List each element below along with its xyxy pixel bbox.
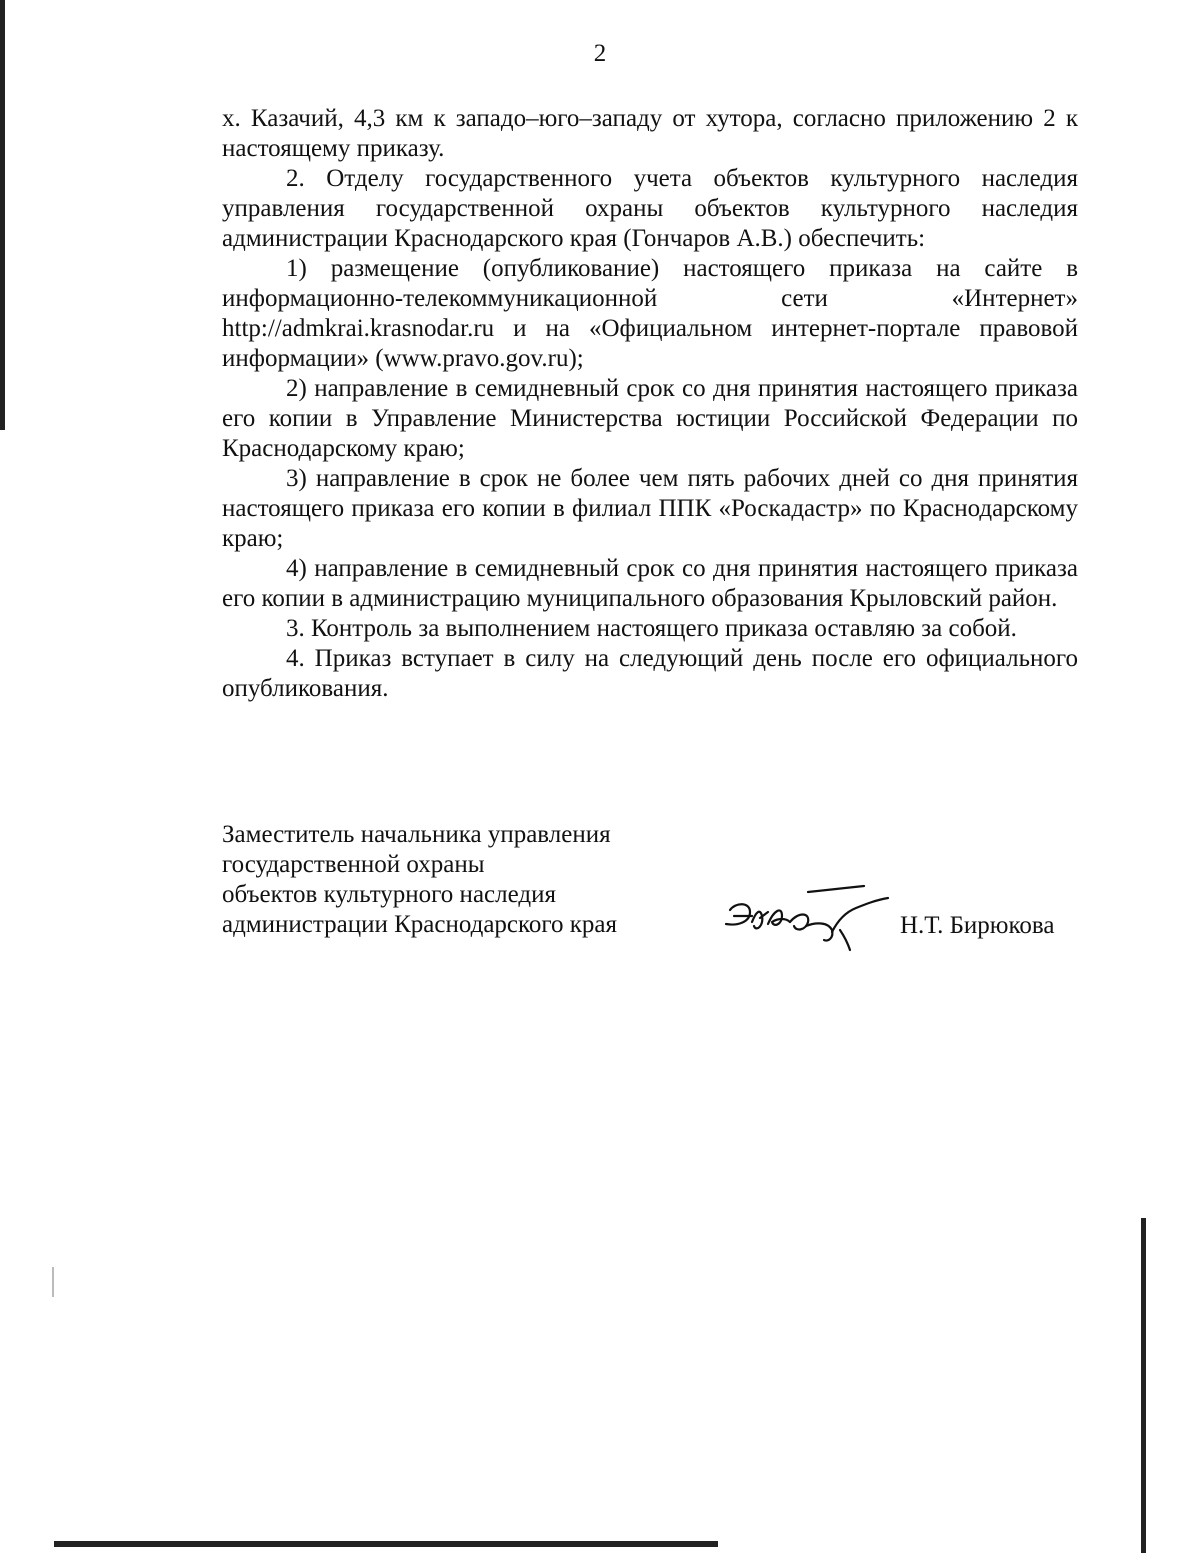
paragraph-subitem-2: 2) направление в семидневный срок со дня принятия настоящего приказа его копии в Управление Министерства юстиции Российской Федерации по Краснодарскому краю; <box>222 375 1078 462</box>
page-number: 2 <box>593 40 607 67</box>
paragraph-subitem-1: 1) размещение (опубликование) настоящего приказа на сайте в информационно-телекоммуникационной сети «Интернет» http://admkrai.krasnodar.ru и на «Официальном интернет-портале правовой информации» (www.pravo.gov.ru); <box>222 255 1078 372</box>
paragraph-clause-4: 4. Приказ вступает в силу на следующий день после его официального опубликования. <box>222 645 1078 702</box>
scan-edge-right <box>1141 1218 1146 1553</box>
paragraph-subitem-3: 3) направление в срок не более чем пять рабочих дней со дня принятия настоящего приказа его копии в филиал ППК «Роскадастр» по Краснодарскому краю; <box>222 465 1078 552</box>
signatory-position-line: администрации Краснодарского края <box>222 911 618 938</box>
signatory-position-line: государственной охраны <box>222 851 485 878</box>
signatory-position-line: объектов культурного наследия <box>222 881 556 908</box>
paragraph-clause-3: 3. Контроль за выполнением настоящего приказа оставляю за собой. <box>286 615 1017 642</box>
order-body <box>222 104 1078 704</box>
paragraph-continuation: х. Казачий, 4,3 км к западо–юго–западу от хутора, согласно приложению 2 к настоящему приказу. <box>222 105 1078 162</box>
handwritten-signature <box>716 882 896 954</box>
scan-edge-bottom <box>54 1541 718 1547</box>
signatory-position-line: Заместитель начальника управления <box>222 821 611 848</box>
signer-name: Н.Т. Бирюкова <box>900 912 1055 939</box>
paragraph-subitem-4: 4) направление в семидневный срок со дня принятия настоящего приказа его копии в администрацию муниципального образования Крыловский район. <box>222 555 1078 612</box>
scan-speck <box>52 1267 54 1297</box>
paragraph-clause-2: 2. Отделу государственного учета объектов культурного наследия управления государственной охраны объектов культурного наследия администрации Краснодарского края (Гончаров А.В.) обеспечить: <box>222 165 1078 252</box>
signatory-position <box>222 820 617 940</box>
